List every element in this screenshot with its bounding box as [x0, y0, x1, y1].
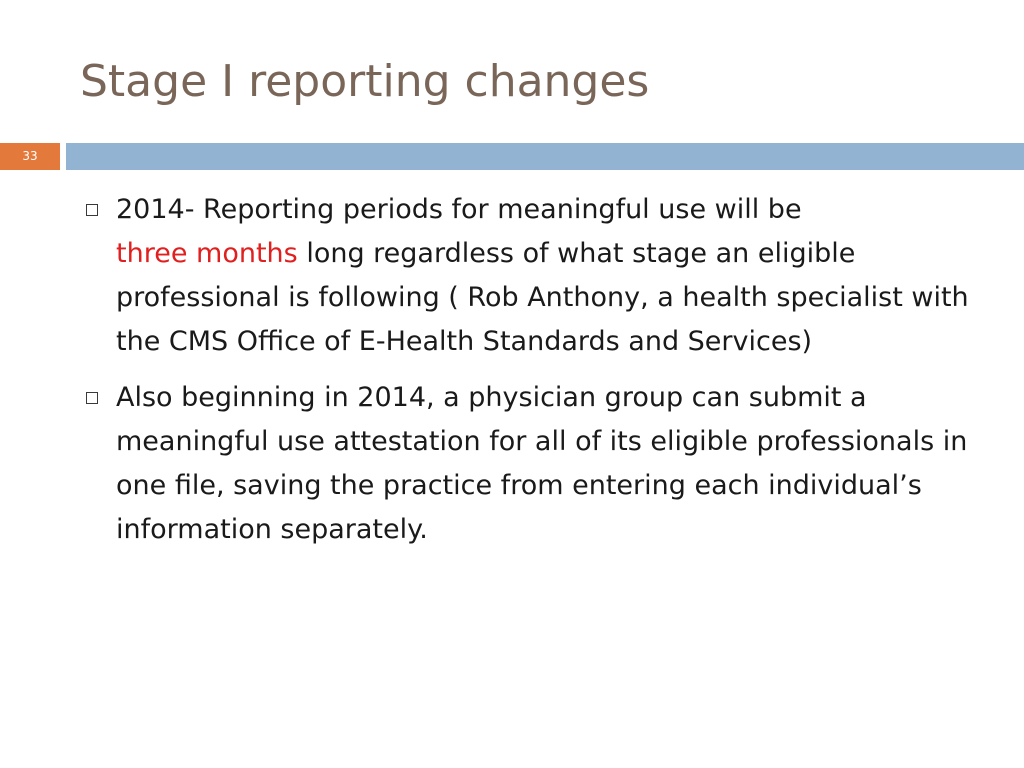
hollow-square-bullet-icon [86, 204, 98, 216]
bullet-item-2 [84, 376, 984, 552]
bullet-1-text-after: long regardless of what stage an eligible professional is following ( Rob Anthony, a health specialist with the CMS Office of E-Health Standards and Services) [116, 238, 969, 357]
bullet-item-1 [84, 188, 984, 364]
bullet-1-text-before: 2014- Reporting periods for meaningful use will be [116, 194, 802, 225]
bullet-1-highlight: three months [116, 238, 298, 269]
bullet-2-text: Also beginning in 2014, a physician group can submit a meaningful use attestation for all of its eligible professionals in one file, saving the practice from entering each individual’s information separately. [116, 382, 968, 545]
title-divider [0, 143, 1024, 170]
slide-title: Stage I reporting changes [80, 56, 650, 107]
bullet-list [84, 188, 984, 564]
hollow-square-bullet-icon [86, 392, 98, 404]
divider-bar [66, 143, 1024, 170]
slide-number: 33 [0, 143, 60, 170]
